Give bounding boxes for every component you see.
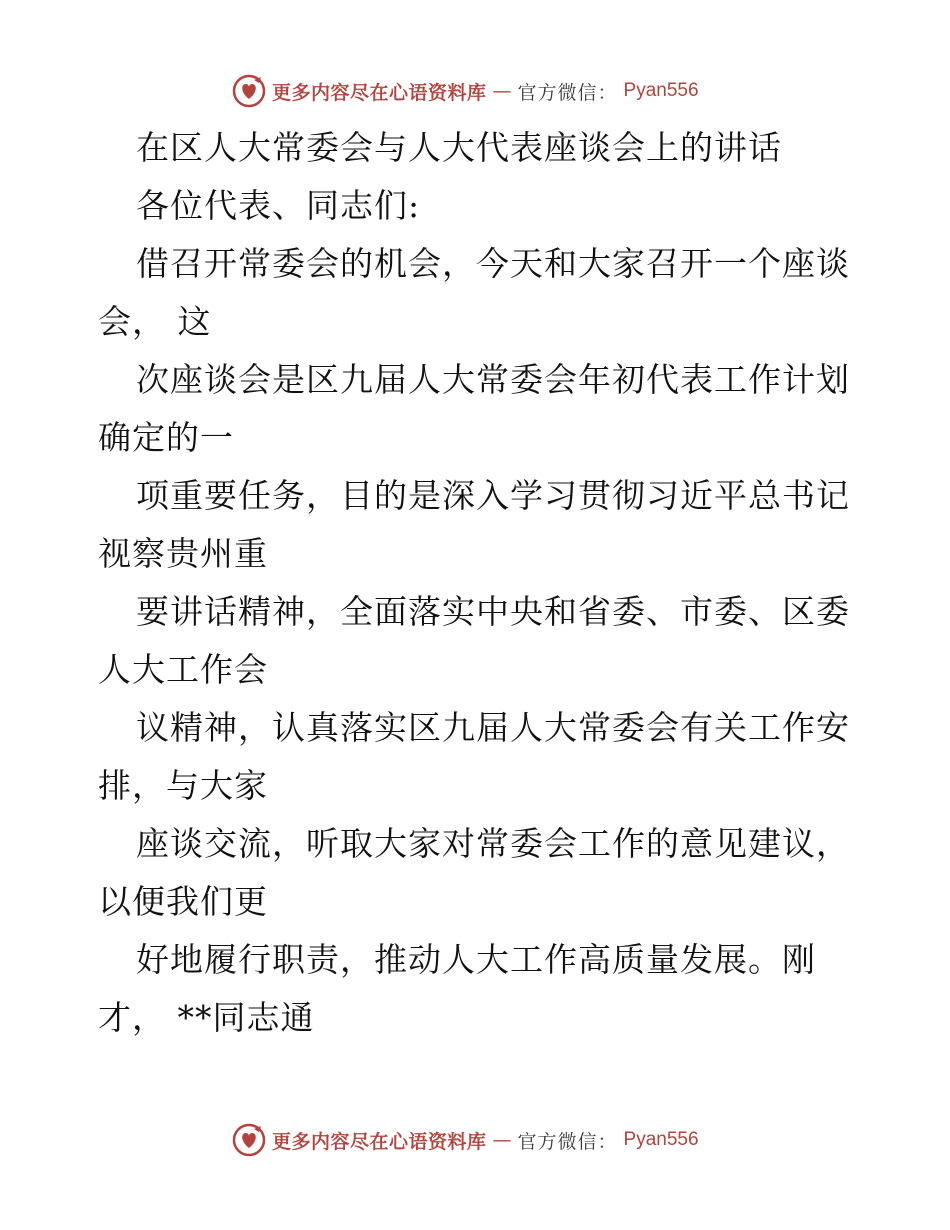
document-body	[98, 126, 868, 1054]
heart-pen-logo-icon	[232, 1123, 266, 1157]
body-line: 议精神，认真落实区九届人大常委会有关工作安	[136, 708, 850, 747]
body-line: 好地履行职责，推动人大工作高质量发展。刚	[136, 940, 816, 979]
body-line: 视察贵州重	[98, 534, 268, 573]
watermark-header	[232, 73, 699, 109]
salutation: 各位代表、同志们:	[136, 186, 421, 225]
body-line: 借召开常委会的机会，今天和大家召开一个座谈	[136, 244, 850, 283]
body-line: 会， 这	[98, 302, 212, 341]
body-line: 以便我们更	[98, 882, 268, 921]
body-line: 要讲话精神，全面落实中央和省委、市委、区委	[136, 592, 850, 631]
body-line: 才， **同志通	[98, 998, 315, 1037]
watermark-wechat-label: 官方微信：	[517, 1130, 618, 1153]
body-line: 座谈交流，听取大家对常委会工作的意见建议，	[136, 824, 850, 863]
watermark-wechat-id: Pyan556	[623, 80, 699, 101]
body-line: 排，与大家	[98, 766, 268, 805]
watermark-main-text: 更多内容尽在心语资料库	[272, 1130, 487, 1153]
watermark-footer	[232, 1122, 699, 1158]
watermark-main-text: 更多内容尽在心语资料库	[272, 81, 487, 104]
watermark-dash: —	[492, 80, 512, 102]
body-line: 确定的一	[98, 418, 234, 457]
watermark-wechat-label: 官方微信：	[517, 81, 618, 104]
body-line: 人大工作会	[98, 650, 268, 689]
body-line: 次座谈会是区九届人大常委会年初代表工作计划	[136, 360, 850, 399]
watermark-wechat-id: Pyan556	[623, 1129, 699, 1150]
heart-pen-logo-icon	[232, 74, 266, 108]
body-line: 项重要任务，目的是深入学习贯彻习近平总书记	[136, 476, 850, 515]
watermark-dash: —	[492, 1129, 512, 1151]
document-title: 在区人大常委会与人大代表座谈会上的讲话	[136, 128, 782, 167]
